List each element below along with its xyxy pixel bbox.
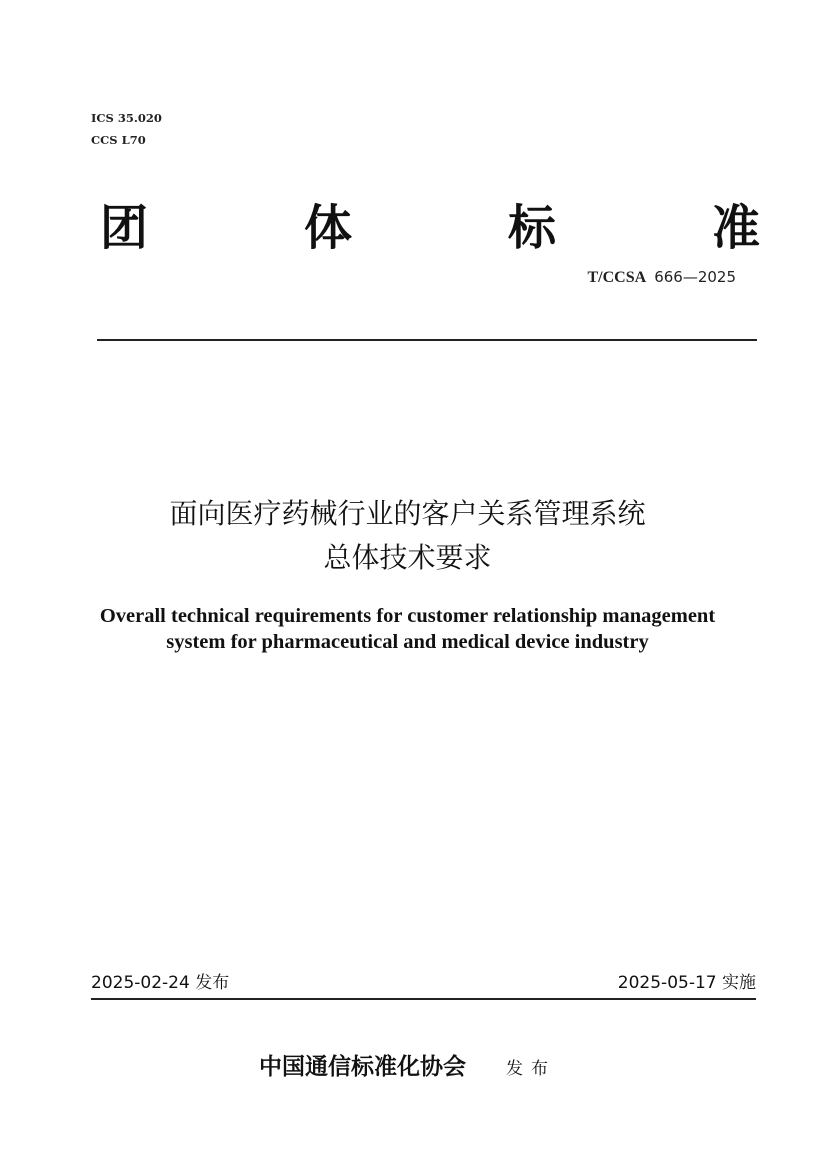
standard-type-char: 准	[711, 199, 760, 256]
standard-type-char: 体	[303, 199, 352, 256]
english-title-line-1: Overall technical requirements for customer relationship management	[99, 605, 716, 627]
issue-date: 2025-02-24 发布	[91, 973, 230, 993]
chinese-title	[0, 492, 815, 580]
standard-type-char: 团	[100, 199, 149, 256]
standard-type-heading	[100, 188, 760, 258]
chinese-title-line-1: 面向医疗药械行业的客户关系管理系统	[169, 497, 646, 530]
english-title	[0, 603, 815, 655]
top-divider	[97, 339, 757, 341]
publisher	[0, 1048, 815, 1081]
implementation-date: 2025-05-17 实施	[617, 973, 756, 993]
standard-code: T/CCSA	[587, 269, 647, 286]
publish-action: 发布	[506, 1059, 556, 1079]
standard-type-char: 标	[507, 199, 556, 256]
ics-code: ICS 35.020	[91, 111, 162, 125]
bottom-divider	[91, 998, 756, 1000]
english-title-line-2: system for pharmaceutical and medical device industry	[166, 631, 649, 653]
publisher-name: 中国通信标准化协会	[259, 1053, 466, 1080]
classification-codes	[91, 107, 162, 151]
standard-number	[588, 268, 737, 287]
ccs-code: CCS L70	[91, 133, 146, 147]
standard-num: 666—2025	[654, 268, 736, 286]
chinese-title-line-2: 总体技术要求	[323, 541, 492, 574]
